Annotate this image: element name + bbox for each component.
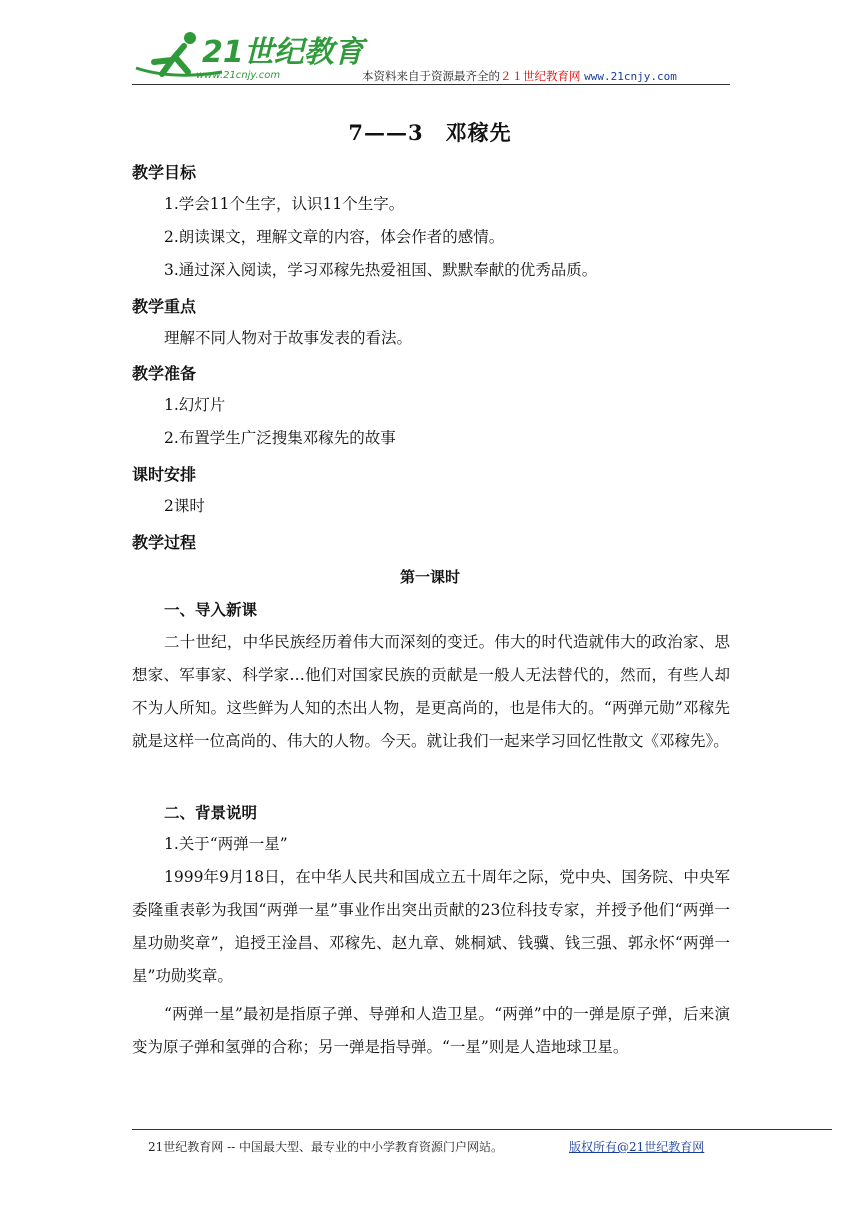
header-divider [132, 84, 730, 85]
prep-item: 2.布置学生广泛搜集邓稼先的故事 [164, 429, 396, 447]
part1-text: 二十世纪，中华民族经历着伟大而深刻的变迁。伟大的时代造就伟大的政治家、思想家、军事家、科学家…他们对国家民族的贡献是一般人无法替代的，然而，有些人却不为人所知。这些鲜为人知的杰出人物，是更高尚的，也是伟大的。“两弹元勋”邓稼先就是这样一位高尚的、伟大的人物。今天。就让我们一起来学习回忆性散文《邓稼先》。 [132, 633, 730, 750]
part1-heading: 一、导入新课 [164, 601, 258, 619]
part2-heading: 二、背景说明 [164, 804, 258, 822]
goal-item: 3.通过深入阅读，学习邓稼先热爱祖国、默默奉献的优秀品质。 [164, 261, 598, 279]
logo-url: www.21cnjy.com [196, 70, 281, 81]
footer-text: 21世纪教育网 -- 中国最大型、最专业的中小学教育资源门户网站。 [148, 1140, 504, 1154]
page-header [132, 28, 730, 86]
prep-list [132, 389, 730, 455]
header-note-prefix: 本资料来自于资源最齐全的 [362, 69, 500, 83]
part2-subheading: 1.关于“两弹一星” [164, 835, 288, 853]
header-note [362, 68, 677, 84]
lesson-title: 第一课时 [399, 568, 460, 586]
document-title: 7——3 邓稼先 [348, 120, 512, 145]
site-logo [132, 28, 364, 84]
focus-text: 理解不同人物对于故事发表的看法。 [164, 329, 413, 347]
header-site-name[interactable]: ２１世纪教育网 [500, 69, 581, 83]
footer-divider [132, 1129, 832, 1130]
copyright-link[interactable]: 版权所有@21世纪教育网 [569, 1140, 705, 1154]
part2-text1: 1999年9月18日，在中华人民共和国成立五十周年之际，党中央、国务院、中央军委隆重表彰为我国“两弹一星”事业作出突出贡献的23位科技专家，并授予他们“两弹一星功勋奖章”，追授王淦昌、邓稼先、赵九章、姚桐斌、钱骥、钱三强、郭永怀“两弹一星”功勋奖章。 [132, 868, 730, 985]
header-site-url[interactable]: www.21cnjy.com [584, 70, 677, 83]
prep-item: 1.幻灯片 [164, 396, 226, 414]
goal-item: 1.学会11个生字，认识11个生字。 [164, 195, 405, 213]
focus-heading: 教学重点 [132, 297, 197, 316]
goal-item: 2.朗读课文，理解文章的内容，体会作者的感情。 [164, 228, 505, 246]
goals-heading: 教学目标 [132, 163, 197, 182]
prep-heading: 教学准备 [132, 364, 197, 383]
goals-list [132, 188, 730, 287]
logo-text: 21世纪教育 [202, 35, 364, 70]
schedule-text: 2课时 [164, 497, 205, 515]
schedule-heading: 课时安排 [132, 465, 197, 484]
process-heading: 教学过程 [132, 533, 197, 552]
part2-text2: “两弹一星”最初是指原子弹、导弹和人造卫星。“两弹”中的一弹是原子弹，后来演变为原子弹和氢弹的合称；另一弹是指导弹。“一星”则是人造地球卫星。 [132, 1005, 730, 1056]
